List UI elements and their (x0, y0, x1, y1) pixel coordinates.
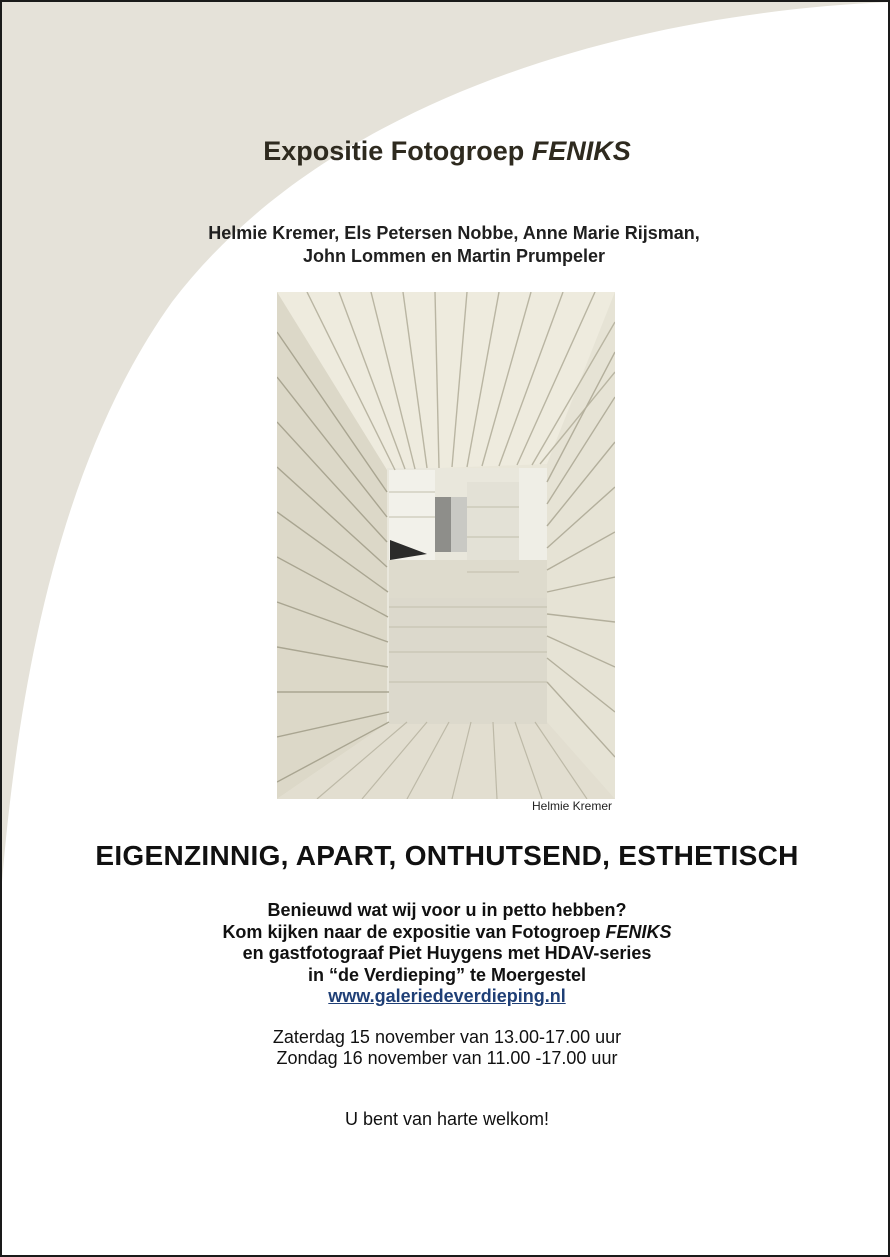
invite-group-name: FENIKS (605, 921, 672, 942)
names-line-2: John Lommen en Martin Prumpeler (302, 246, 606, 266)
date-sunday: Zondag 16 november van 11.00 -17.00 uur (276, 1048, 618, 1068)
photo-credit: Helmie Kremer (531, 799, 612, 813)
photo-white-corridor (277, 292, 615, 799)
date-saturday: Zaterdag 15 november van 13.00-17.00 uur (272, 1027, 622, 1047)
headline: EIGENZINNIG, APART, ONTHUTSEND, ESTHETISCH (95, 840, 799, 871)
invite-line-4: in “de Verdieping” te Moergestel (307, 964, 587, 985)
welcome-text: U bent van harte welkom! (344, 1109, 550, 1129)
exhibition-photo (277, 292, 615, 799)
photographer-names (2, 222, 890, 268)
title-group-name: FENIKS (531, 136, 631, 166)
invite-line-3: en gastfotograaf Piet Huygens met HDAV-series (242, 943, 652, 963)
invitation-text (2, 900, 890, 1008)
website-link[interactable]: www.galeriedeverdieping.nl (328, 986, 566, 1006)
invite-line-2 (2, 922, 890, 944)
invite-line-2-text: Kom kijken naar de expositie van Fotogroep (222, 921, 606, 942)
invite-line-1: Benieuwd wat wij voor u in petto hebben? (267, 900, 627, 920)
opening-dates (2, 1027, 890, 1069)
poster-title (2, 136, 890, 167)
title-text: Expositie Fotogroep (263, 136, 532, 166)
names-line-1: Helmie Kremer, Els Petersen Nobbe, Anne Marie Rijsman, (208, 223, 700, 243)
